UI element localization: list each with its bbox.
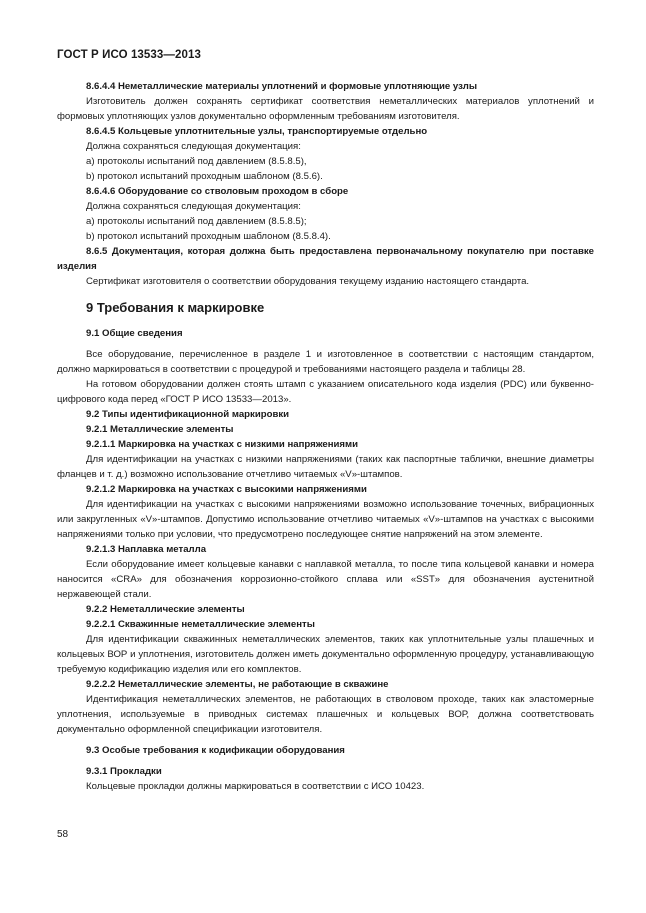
body-paragraph: Идентификация неметаллических элементов, не работающих в стволовом проходе, таких как эластомерные уплотнения, используемые в приводных системах плашечных и кольцевых ВОР, должна соответствовать документально оформленной спецификации изготовителя. <box>57 694 594 735</box>
clause-heading: 8.6.4.5 Кольцевые уплотнительные узлы, транспортируемые отдельно <box>86 126 428 137</box>
clause-heading: 8.6.4.4 Неметаллические материалы уплотнений и формовые уплотняющие узлы <box>86 81 478 92</box>
clause-heading: 9.3 Особые требования к кодификации оборудования <box>86 745 345 756</box>
clause-heading: 9.2.1.2 Маркировка на участках с высокими напряжениями <box>86 484 367 495</box>
body-paragraph: a) протоколы испытаний под давлением (8.5.8.5), <box>86 156 307 167</box>
body-paragraph: Для идентификации на участках с высокими напряжениями возможно использование точечных, вибрационных или закругленных «V»-штампов. Допустимо использование отчетливо читаемых «V»-штампов на участках с высокими напряжениями только при условии, что предусмотрено последующее снятие напряжений на этом элементе. <box>57 499 594 540</box>
clause-heading: 9.2.1 Металлические элементы <box>86 424 234 435</box>
clause-heading: 9.2.1.3 Наплавка металла <box>86 544 207 555</box>
clause-heading: 9.2.2.1 Скважинные неметаллические элементы <box>86 619 315 630</box>
clause-heading: 9.2.2 Неметаллические элементы <box>86 604 245 615</box>
clause-heading: 9.2.1.1 Маркировка на участках с низкими напряжениями <box>86 439 359 450</box>
body-paragraph: Сертификат изготовителя о соответствии оборудования текущему изданию настоящего стандарта. <box>86 276 530 287</box>
clause-heading: 8.6.5 Документация, которая должна быть предоставлена первоначальному покупателю при поставке изделия <box>57 246 594 272</box>
clause-heading: 9.2 Типы идентификационной маркировки <box>86 409 290 420</box>
body-paragraph: Кольцевые прокладки должны маркироваться в соответствии с ИСО 10423. <box>86 781 425 792</box>
clause-heading: 9.2.2.2 Неметаллические элементы, не работающие в скважине <box>86 679 389 690</box>
body-paragraph: Для идентификации скважинных неметаллических элементов, таких как уплотнительные узлы плашечных и кольцевых ВОР и уплотнения, изготовитель должен иметь документально оформленную процедуру, устанавливающую требуемую кодификацию изделия или его комплектов. <box>57 634 594 675</box>
clause-heading: 9.3.1 Прокладки <box>86 766 162 777</box>
body-paragraph: Изготовитель должен сохранять сертификат соответствия неметаллических материалов уплотнений и формовых уплотняющих узлов документально оформленным требованиям изготовителя. <box>57 96 594 122</box>
body-paragraph: Все оборудование, перечисленное в разделе 1 и изготовленное в соответствии с настоящим стандартом, должно маркироваться в соответствии с процедурой и требованиями настоящего раздела и таблицы 28. <box>57 349 594 375</box>
body-paragraph: a) протоколы испытаний под давлением (8.5.8.5); <box>86 216 307 227</box>
body-paragraph: Должна сохраняться следующая документация: <box>86 201 301 212</box>
page-number: 58 <box>57 829 69 840</box>
body-paragraph: Должна сохраняться следующая документация: <box>86 141 301 152</box>
clause-heading: 8.6.4.6 Оборудование со стволовым проходом в сборе <box>86 186 349 197</box>
body-paragraph: На готовом оборудовании должен стоять штамп с указанием описательного кода изделия (PDC) или буквенно-цифрового кода перед «ГОСТ Р ИСО 13533—2013». <box>57 379 594 405</box>
running-header: ГОСТ Р ИСО 13533—2013 <box>57 49 202 61</box>
body-paragraph: b) протокол испытаний проходным шаблоном (8.5.6). <box>86 171 323 182</box>
section-heading: 9 Требования к маркировке <box>86 300 265 315</box>
document-body <box>57 79 594 794</box>
body-paragraph: b) протокол испытаний проходным шаблоном (8.5.8.4). <box>86 231 331 242</box>
body-paragraph: Для идентификации на участках с низкими напряжениями (таких как паспортные таблички, внешние диаметры фланцев и т. д.) возможно использование отчетливо читаемых «V»-штампов. <box>57 454 594 480</box>
clause-heading: 9.1 Общие сведения <box>86 328 183 339</box>
body-paragraph: Если оборудование имеет кольцевые канавки с наплавкой металла, то после типа кольцевой канавки и номера наносится «CRA» для обозначения коррозионно-стойкого сплава или «SST» для обозначения аустенитной нержавеющей стали. <box>57 559 594 600</box>
